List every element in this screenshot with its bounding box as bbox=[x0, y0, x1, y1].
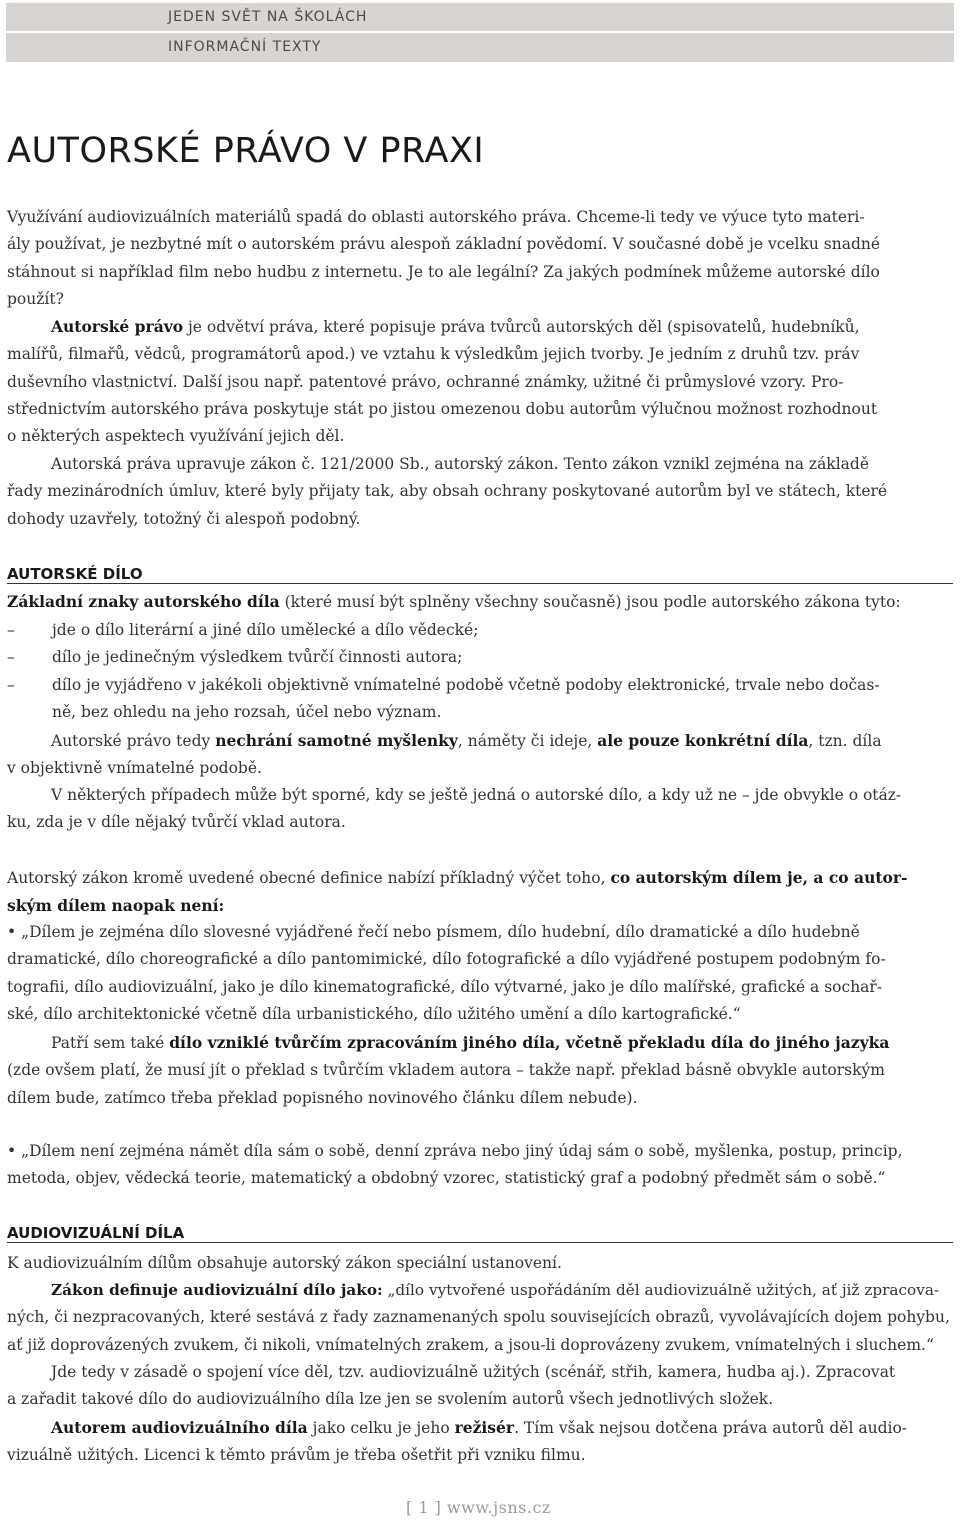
section3-intro: K audiovizuálním dílům obsahuje autorský zákon speciální ustanovení. bbox=[7, 1254, 562, 1272]
section2-derived-works: Patří sem také dílo vzniklé tvůrčím zpracováním jiného díla, včetně překladu díla do jiného jazyka (zde ovšem platí, že musí jít o překlad s tvůrčím vkladem autora – takže např. překlad básně obvykle autorským dílem bude, zatímco třeba překlad popisného novinového článku dílem nebude). bbox=[7, 1033, 890, 1107]
list-item: – jde o dílo literární a jiné dílo umělecké a dílo vědecké; bbox=[7, 617, 953, 644]
section3-definition: Zákon definuje audiovizuální dílo jako: „dílo vytvořené uspořádáním děl audiovizuálně užitých, ať již zpracova- ných, či nezpracovaných, které sestává z řady zaznamenaných spolu souvisejících obrazů, vyvolávajících dojem pohybu, ať již doprovázených zvukem, či nikoli, vnímatelných zrakem, a jsou-li doprovázeny zvukem, vnímatelných i sluchem.“ bbox=[7, 1281, 950, 1354]
dash-bullet: – bbox=[7, 648, 15, 666]
page-footer: [ 1 ] www.jsns.cz bbox=[406, 1498, 551, 1517]
section-heading-audiovisual-works: AUDIOVIZUÁLNÍ DÍLA bbox=[7, 1226, 953, 1243]
section1-lead: Základní znaky autorského díla (které musí být splněny všechny současně) jsou podle autorského zákona tyto: bbox=[7, 592, 901, 611]
section-heading-authorial-work: AUTORSKÉ DÍLO bbox=[7, 567, 953, 584]
section3-combination: Jde tedy v zásadě o spojení více děl, tzv. audiovizuálně užitých (scénář, střih, kamera, hudba aj.). Zpracovat a zařadit takové dílo do audiovizuálního díla lze jen se svolením autorů všech jednotlivých složek. bbox=[7, 1363, 896, 1409]
term-copyright: Autorské právo bbox=[51, 317, 184, 336]
page-title: AUTORSKÉ PRÁVO V PRAXI bbox=[7, 131, 485, 171]
section2-is-not-work-quote: • „Dílem není zejména námět díla sám o sobě, denní zpráva nebo jiný údaj sám o sobě, myšlenka, postup, princip, metoda, objev, vědecká teorie, matematický a obdobný vzorec, statistický graf a podobný předmět sám o sobě.“ bbox=[7, 1142, 903, 1188]
intro-paragraph-3: Autorská práva upravuje zákon č. 121/2000 Sb., autorský zákon. Tento zákon vznikl zejména na základě řady mezinárodních úmluv, které byly přijaty tak, aby obsah ochrany poskytované autorům byl ve státech, které dohody uzavřely, totožný či alespoň podobný. bbox=[7, 455, 888, 528]
header-series-title: JEDEN SVĚT NA ŠKOLÁCH bbox=[168, 9, 368, 25]
section2-is-work-quote: • „Dílem je zejména dílo slovesné vyjádřené řečí nebo písmem, dílo hudební, dílo dramatické a dílo hudebně dramatické, dílo choreografické a dílo pantomimické, dílo fotografické a dílo vyjádřené postupem podobným fo- tografii, dílo audiovizuální, jako je dílo kinematografické, dílo výtvarné, jako je dílo malířské, grafické a sochař- ské, dílo architektonické včetně díla urbanistického, dílo užitého umění a dílo kartografické.“ bbox=[7, 923, 886, 1023]
intro-paragraph-2: Autorské právo je odvětví práva, které popisuje práva tvůrců autorských děl (spisovatelů, hudebníků, malířů, filmařů, vědců, programátorů apod.) ve vztahu k výsledkům jejich tvorby. Je jedním z druhů tzv. práv duševního vlastnictví. Další jsou např. patentové právo, ochranné známky, užitné či průmyslové vzory. Pro- střednictvím autorského práva poskytuje stát po jistou omezenou dobu autorům výlučnou možnost rozhodnout o některých aspektech využívání jejich děl. bbox=[7, 317, 878, 446]
list-item: – dílo je jedinečným výsledkem tvůrčí činnosti autora; bbox=[7, 644, 953, 671]
intro-paragraph-1: Využívání audiovizuálních materiálů spadá do oblasti autorského práva. Chceme-li tedy ve výuce tyto materi- ály používat, je nezbytné mít o autorském právu alespoň základní povědomí. V současné době je vcelku snadné stáhnout si například film nebo hudbu z internetu. Je to ale legální? Za jakých podmínek můžeme autorské dílo použít? bbox=[7, 208, 881, 308]
section2-intro: Autorský zákon kromě uvedené obecné definice nabízí příkladný výčet toho, co autorským dílem je, a co autor- ským dílem naopak není: bbox=[7, 868, 908, 916]
list-item: – dílo je vyjádřeno v jakékoli objektivně vnímatelné podobě včetně podoby elektronické, trvale nebo dočas- ně, bez ohledu na jeho rozsah, účel nebo význam. bbox=[7, 672, 953, 727]
header-series-bar bbox=[6, 3, 954, 31]
dash-bullet: – bbox=[7, 621, 15, 639]
header-category-title: INFORMAČNÍ TEXTY bbox=[168, 39, 322, 55]
section3-author: Autorem audiovizuálního díla jako celku je jeho režisér. Tím však nejsou dotčena práva autorů děl audio- vizuálně užitých. Licenci k těmto právům je třeba ošetřit při vzniku filmu. bbox=[7, 1418, 908, 1465]
dash-bullet: – bbox=[7, 676, 15, 694]
header-category-bar bbox=[6, 33, 954, 62]
section1-paragraph-disputes: V některých případech může být sporné, kdy se ještě jedná o autorské dílo, a kdy už ne – jde obvykle o otáz- ku, zda je v díle nějaký tvůrčí vklad autora. bbox=[7, 786, 902, 832]
section1-paragraph-ideas: Autorské právo tedy nechrání samotné myšlenky, náměty či ideje, ale pouze konkrétní díla, tzn. díla v objektivně vnímatelné podobě. bbox=[7, 731, 882, 778]
